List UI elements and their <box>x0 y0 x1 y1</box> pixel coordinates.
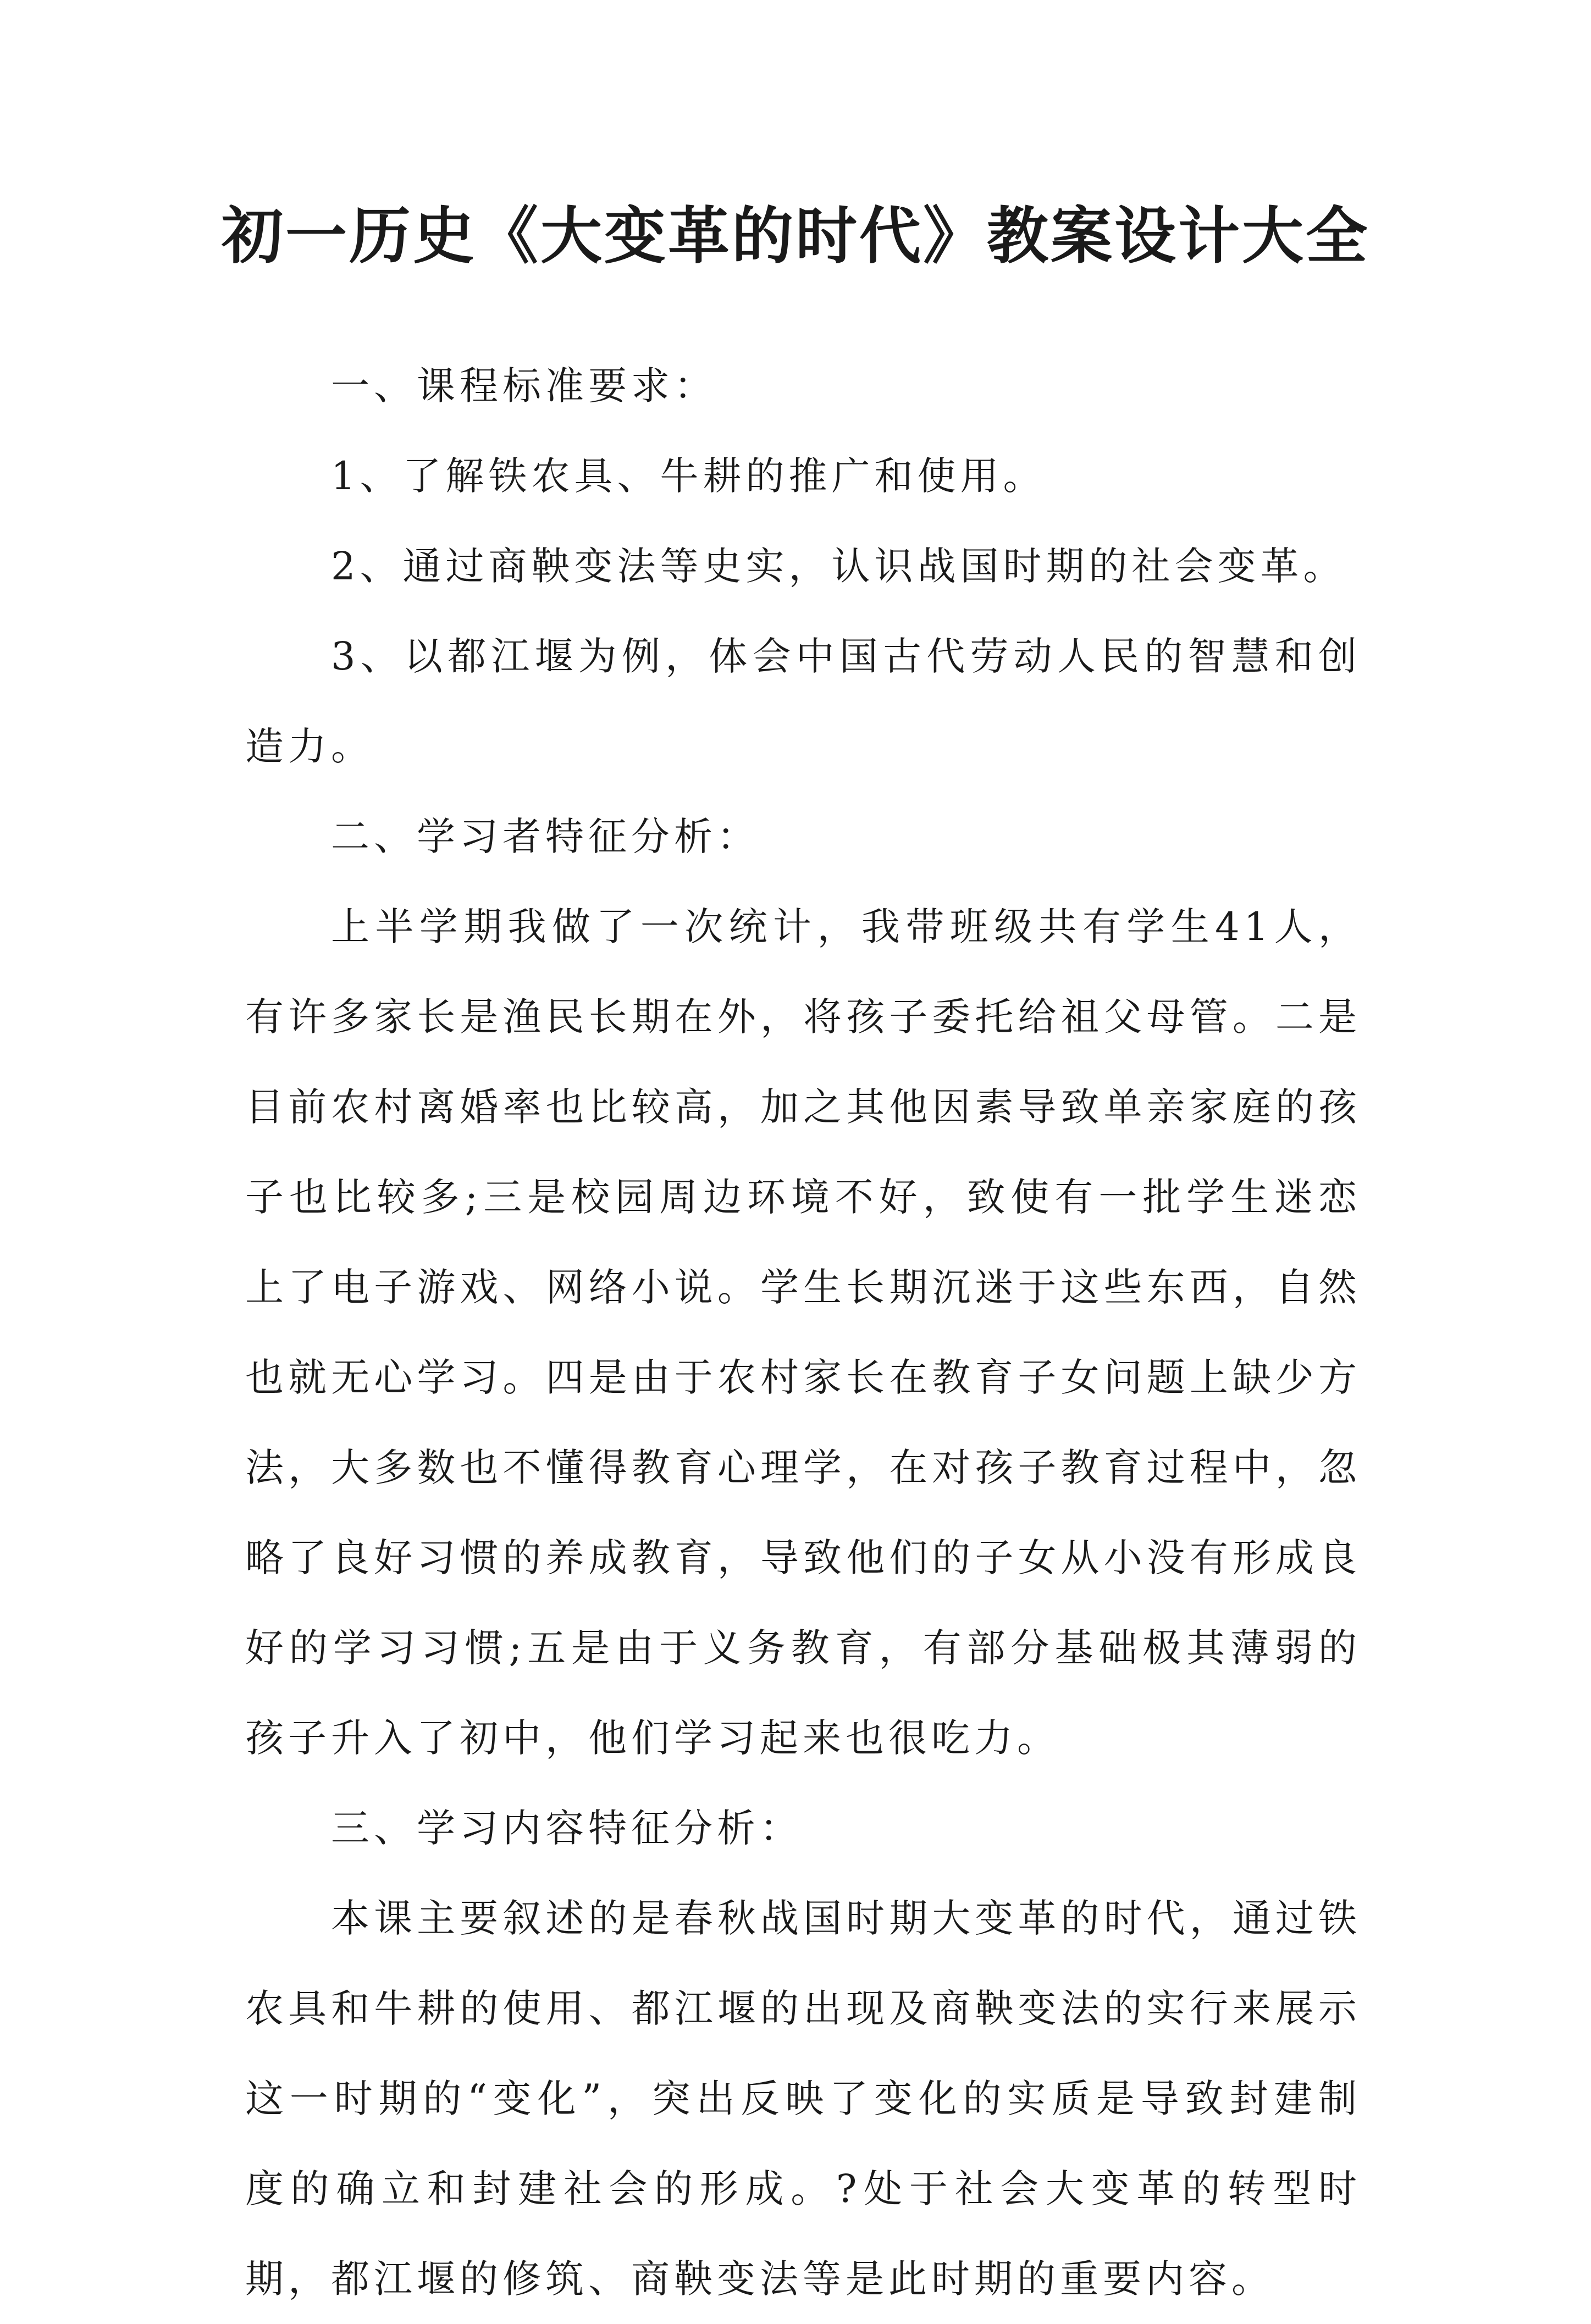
paragraph-standard-3: 3、以都江堰为例，体会中国古代劳动人民的智慧和创造力。 <box>245 634 1361 769</box>
document-body <box>245 341 1361 2324</box>
section-heading-curriculum-standards: 一、课程标准要求： <box>331 363 717 408</box>
page-title: 初一历史《大变革的时代》教案设计大全 <box>222 201 1369 272</box>
section-heading-learner-analysis: 二、学习者特征分析： <box>331 814 760 859</box>
paragraph-standard-1: 1、了解铁农具、牛耕的推广和使用。 <box>331 453 1046 499</box>
section-heading-content-analysis: 三、学习内容特征分析： <box>331 1806 803 1851</box>
paragraph-content-analysis: 本课主要叙述的是春秋战国时期大变革的时代，通过铁农具和牛耕的使用、都江堰的出现及商鞅变法的实行来展示这一时期的“变化”，突出反映了变化的实质是导致封建制度的确立和封建社会的形成。?处于社会大变革的转型时期，都江堰的修筑、商鞅变法等是此时期的重要内容。 <box>245 1896 1361 2301</box>
paragraph-learner-analysis: 上半学期我做了一次统计，我带班级共有学生41人，有许多家长是渔民长期在外，将孩子委托给祖父母管。二是目前农村离婚率也比较高，加之其他因素导致单亲家庭的孩子也比较多;三是校园周边环境不好，致使有一批学生迷恋上了电子游戏、网络小说。学生长期沉迷于这些东西，自然也就无心学习。四是由于农村家长在教育子女问题上缺少方法，大多数也不懂得教育心理学，在对孩子教育过程中，忽略了良好习惯的养成教育，导致他们的子女从小没有形成良好的学习习惯;五是由于义务教育，有部分基础极其薄弱的孩子升入了初中，他们学习起来也很吃力。 <box>245 904 1361 1761</box>
paragraph-standard-2: 2、通过商鞅变法等史实，认识战国时期的社会变革。 <box>331 544 1346 589</box>
